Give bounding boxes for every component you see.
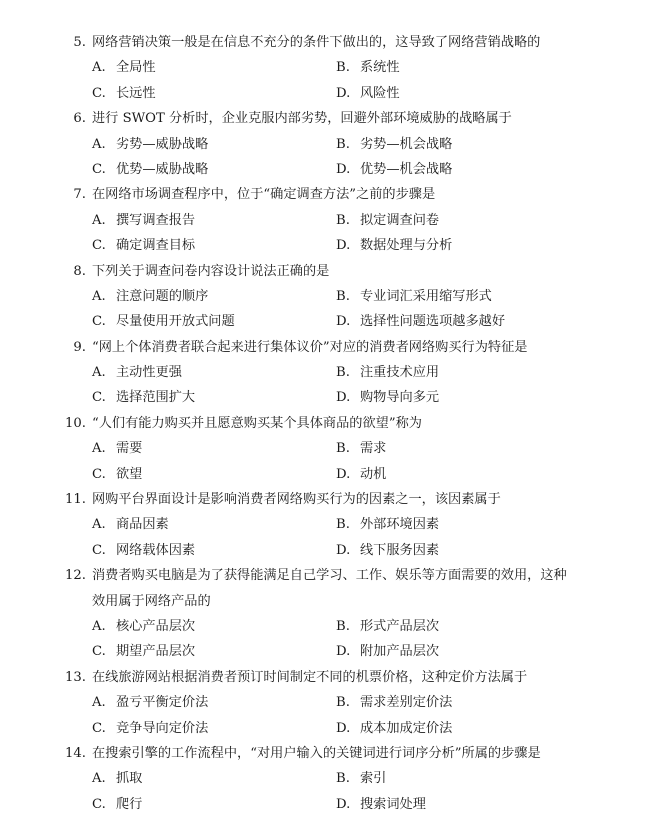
answer-option bbox=[336, 284, 492, 309]
option-letter: A. bbox=[92, 212, 106, 228]
answer-option bbox=[336, 766, 386, 791]
answer-option bbox=[92, 81, 156, 106]
option-text: 需要 bbox=[116, 441, 143, 457]
answer-option bbox=[92, 614, 195, 639]
answer-option bbox=[92, 716, 208, 741]
option-row bbox=[0, 766, 646, 791]
option-letter: B. bbox=[336, 771, 350, 787]
question-number: 12. bbox=[65, 568, 86, 584]
option-row bbox=[0, 360, 646, 385]
option-text: 网络载体因素 bbox=[116, 542, 196, 558]
option-letter: A. bbox=[92, 441, 106, 457]
question-text: 在搜索引擎的工作流程中，“对用户输入的关键词进行词序分析”所属的步骤是 bbox=[92, 745, 541, 761]
question-block bbox=[0, 563, 646, 665]
option-text: 注重技术应用 bbox=[360, 365, 440, 381]
option-text: 确定调查目标 bbox=[116, 238, 196, 254]
answer-option bbox=[92, 792, 142, 817]
answer-option bbox=[336, 792, 426, 817]
answer-option bbox=[336, 157, 452, 182]
option-letter: A. bbox=[92, 60, 106, 76]
question-number: 9. bbox=[73, 339, 86, 355]
answer-option bbox=[336, 208, 439, 233]
answer-option bbox=[92, 360, 182, 385]
option-row bbox=[0, 538, 646, 563]
question-text: 网络营销决策一般是在信息不充分的条件下做出的，这导致了网络营销战略的 bbox=[92, 35, 541, 50]
option-text: 风险性 bbox=[360, 85, 400, 101]
option-letter: D. bbox=[336, 314, 351, 330]
option-letter: D. bbox=[336, 796, 351, 812]
option-row bbox=[0, 208, 646, 233]
answer-option bbox=[336, 55, 400, 80]
answer-option bbox=[92, 284, 208, 309]
answer-option bbox=[92, 208, 195, 233]
option-row bbox=[0, 639, 646, 664]
option-letter: C. bbox=[92, 720, 106, 736]
option-letter: D. bbox=[336, 720, 351, 736]
answer-option bbox=[92, 157, 208, 182]
option-letter: C. bbox=[92, 390, 106, 406]
question-block bbox=[0, 335, 646, 411]
question-line bbox=[0, 665, 646, 690]
answer-option bbox=[92, 538, 195, 563]
answer-option bbox=[92, 766, 142, 791]
option-text: 动机 bbox=[360, 466, 387, 482]
option-text: 欲望 bbox=[116, 466, 143, 482]
question-number: 5. bbox=[73, 35, 86, 50]
answer-option bbox=[336, 639, 439, 664]
question-number: 8. bbox=[73, 263, 86, 279]
answer-option bbox=[92, 436, 142, 461]
answer-option bbox=[336, 436, 386, 461]
option-letter: B. bbox=[336, 618, 350, 634]
option-text: 购物导向多元 bbox=[360, 390, 440, 406]
question-line bbox=[0, 182, 646, 207]
question-line bbox=[0, 106, 646, 131]
answer-option bbox=[336, 360, 439, 385]
question-block bbox=[0, 106, 646, 182]
question-line bbox=[0, 259, 646, 284]
answer-option bbox=[336, 716, 452, 741]
option-row bbox=[0, 132, 646, 157]
option-letter: D. bbox=[336, 542, 351, 558]
question-block bbox=[0, 487, 646, 563]
question-line bbox=[0, 487, 646, 512]
option-letter: A. bbox=[92, 288, 106, 304]
answer-option bbox=[92, 512, 169, 537]
answer-option bbox=[92, 132, 208, 157]
question-line bbox=[0, 335, 646, 360]
option-text: 主动性更强 bbox=[116, 365, 182, 381]
option-text: 选择范围扩大 bbox=[116, 390, 196, 406]
option-text: 撰写调查报告 bbox=[116, 212, 196, 228]
answer-option bbox=[336, 385, 439, 410]
option-text: 期望产品层次 bbox=[116, 644, 196, 660]
answer-option bbox=[92, 233, 195, 258]
option-row bbox=[0, 462, 646, 487]
option-text: 需求 bbox=[360, 441, 387, 457]
option-letter: B. bbox=[336, 212, 350, 228]
option-text: 核心产品层次 bbox=[116, 618, 196, 634]
option-text: 选择性问题选项越多越好 bbox=[360, 314, 506, 330]
option-letter: B. bbox=[336, 517, 350, 533]
option-text: 劣势—机会战略 bbox=[360, 136, 453, 152]
option-letter: B. bbox=[336, 288, 350, 304]
option-row bbox=[0, 233, 646, 258]
option-text: 劣势—威胁战略 bbox=[116, 136, 209, 152]
question-number: 14. bbox=[65, 745, 86, 761]
option-letter: A. bbox=[92, 695, 106, 711]
option-text: 索引 bbox=[360, 771, 387, 787]
option-text: 需求差别定价法 bbox=[360, 695, 453, 711]
question-number: 11. bbox=[65, 492, 86, 508]
question-block bbox=[0, 259, 646, 335]
option-letter: A. bbox=[92, 771, 106, 787]
option-letter: D. bbox=[336, 644, 351, 660]
answer-option bbox=[92, 639, 195, 664]
option-text: 注意问题的顺序 bbox=[116, 288, 209, 304]
option-letter: B. bbox=[336, 695, 350, 711]
option-row bbox=[0, 55, 646, 80]
option-text: 附加产品层次 bbox=[360, 644, 440, 660]
option-letter: A. bbox=[92, 136, 106, 152]
answer-option bbox=[92, 690, 208, 715]
option-letter: C. bbox=[92, 466, 106, 482]
option-text: 成本加成定价法 bbox=[360, 720, 453, 736]
option-text: 全局性 bbox=[116, 60, 156, 76]
question-block bbox=[0, 411, 646, 487]
question-text: 消费者购买电脑是为了获得能满足自己学习、工作、娱乐等方面需要的效用，这种 bbox=[92, 568, 567, 584]
answer-option bbox=[92, 462, 142, 487]
option-letter: C. bbox=[92, 238, 106, 254]
option-row bbox=[0, 512, 646, 537]
option-letter: C. bbox=[92, 796, 106, 812]
option-row bbox=[0, 157, 646, 182]
answer-option bbox=[336, 462, 386, 487]
option-text: 系统性 bbox=[360, 60, 400, 76]
question-text: “网上个体消费者联合起来进行集体议价”对应的消费者网络购买行为特征是 bbox=[92, 339, 528, 355]
option-text: 专业词汇采用缩写形式 bbox=[360, 288, 492, 304]
question-text: 在网络市场调查程序中，位于“确定调查方法”之前的步骤是 bbox=[92, 187, 436, 203]
question-text: 网购平台界面设计是影响消费者网络购买行为的因素之一，该因素属于 bbox=[92, 492, 501, 508]
option-letter: B. bbox=[336, 441, 350, 457]
option-letter: A. bbox=[92, 618, 106, 634]
option-text: 线下服务因素 bbox=[360, 542, 440, 558]
option-text: 外部环境因素 bbox=[360, 517, 440, 533]
option-letter: D. bbox=[336, 85, 351, 101]
option-text: 形式产品层次 bbox=[360, 618, 440, 634]
question-number: 13. bbox=[65, 669, 86, 685]
question-text: 进行 SWOT 分析时，企业克服内部劣势，回避外部环境威胁的战略属于 bbox=[92, 111, 512, 127]
answer-option bbox=[336, 614, 439, 639]
option-text: 商品因素 bbox=[116, 517, 169, 533]
option-letter: D. bbox=[336, 466, 351, 482]
answer-option bbox=[336, 538, 439, 563]
question-number: 10. bbox=[65, 415, 86, 431]
option-text: 优势—威胁战略 bbox=[116, 161, 209, 177]
answer-option bbox=[336, 512, 439, 537]
option-row bbox=[0, 614, 646, 639]
option-letter: A. bbox=[92, 517, 106, 533]
option-text: 搜索词处理 bbox=[360, 796, 426, 812]
option-text: 尽量使用开放式问题 bbox=[116, 314, 235, 330]
exam-page bbox=[0, 30, 646, 817]
question-text: 下列关于调查问卷内容设计说法正确的是 bbox=[92, 263, 330, 279]
option-letter: D. bbox=[336, 390, 351, 406]
question-text: “人们有能力购买并且愿意购买某个具体商品的欲望”称为 bbox=[92, 415, 422, 431]
question-number: 6. bbox=[73, 111, 86, 127]
option-letter: C. bbox=[92, 644, 106, 660]
answer-option bbox=[92, 309, 235, 334]
option-text: 竞争导向定价法 bbox=[116, 720, 209, 736]
answer-option bbox=[92, 385, 195, 410]
question-block bbox=[0, 182, 646, 258]
option-letter: B. bbox=[336, 60, 350, 76]
option-row bbox=[0, 81, 646, 106]
option-text: 抓取 bbox=[116, 771, 143, 787]
question-text: 在线旅游网站根据消费者预订时间制定不同的机票价格，这种定价方法属于 bbox=[92, 669, 528, 685]
option-row bbox=[0, 716, 646, 741]
question-line bbox=[0, 741, 646, 766]
option-letter: D. bbox=[336, 238, 351, 254]
question-block bbox=[0, 741, 646, 817]
option-row bbox=[0, 385, 646, 410]
option-row bbox=[0, 436, 646, 461]
option-letter: C. bbox=[92, 161, 106, 177]
question-line bbox=[0, 589, 646, 614]
option-row bbox=[0, 792, 646, 817]
answer-option bbox=[336, 309, 505, 334]
answer-option bbox=[336, 132, 452, 157]
option-row bbox=[0, 284, 646, 309]
option-letter: D. bbox=[336, 161, 351, 177]
option-text: 拟定调查问卷 bbox=[360, 212, 440, 228]
option-letter: C. bbox=[92, 85, 106, 101]
question-block bbox=[0, 30, 646, 106]
question-line bbox=[0, 30, 646, 55]
option-row bbox=[0, 690, 646, 715]
answer-option bbox=[336, 233, 452, 258]
question-line bbox=[0, 563, 646, 588]
question-block bbox=[0, 665, 646, 741]
option-text: 数据处理与分析 bbox=[360, 238, 453, 254]
question-number: 7. bbox=[73, 187, 86, 203]
option-letter: B. bbox=[336, 136, 350, 152]
option-text: 爬行 bbox=[116, 796, 143, 812]
option-row bbox=[0, 309, 646, 334]
option-letter: C. bbox=[92, 542, 106, 558]
answer-option bbox=[336, 690, 452, 715]
answer-option bbox=[336, 81, 400, 106]
option-text: 长远性 bbox=[116, 85, 156, 101]
option-letter: B. bbox=[336, 365, 350, 381]
option-letter: A. bbox=[92, 365, 106, 381]
option-text: 盈亏平衡定价法 bbox=[116, 695, 209, 711]
option-text: 优势—机会战略 bbox=[360, 161, 453, 177]
option-letter: C. bbox=[92, 314, 106, 330]
question-line bbox=[0, 411, 646, 436]
question-text: 效用属于网络产品的 bbox=[92, 593, 211, 609]
answer-option bbox=[92, 55, 156, 80]
